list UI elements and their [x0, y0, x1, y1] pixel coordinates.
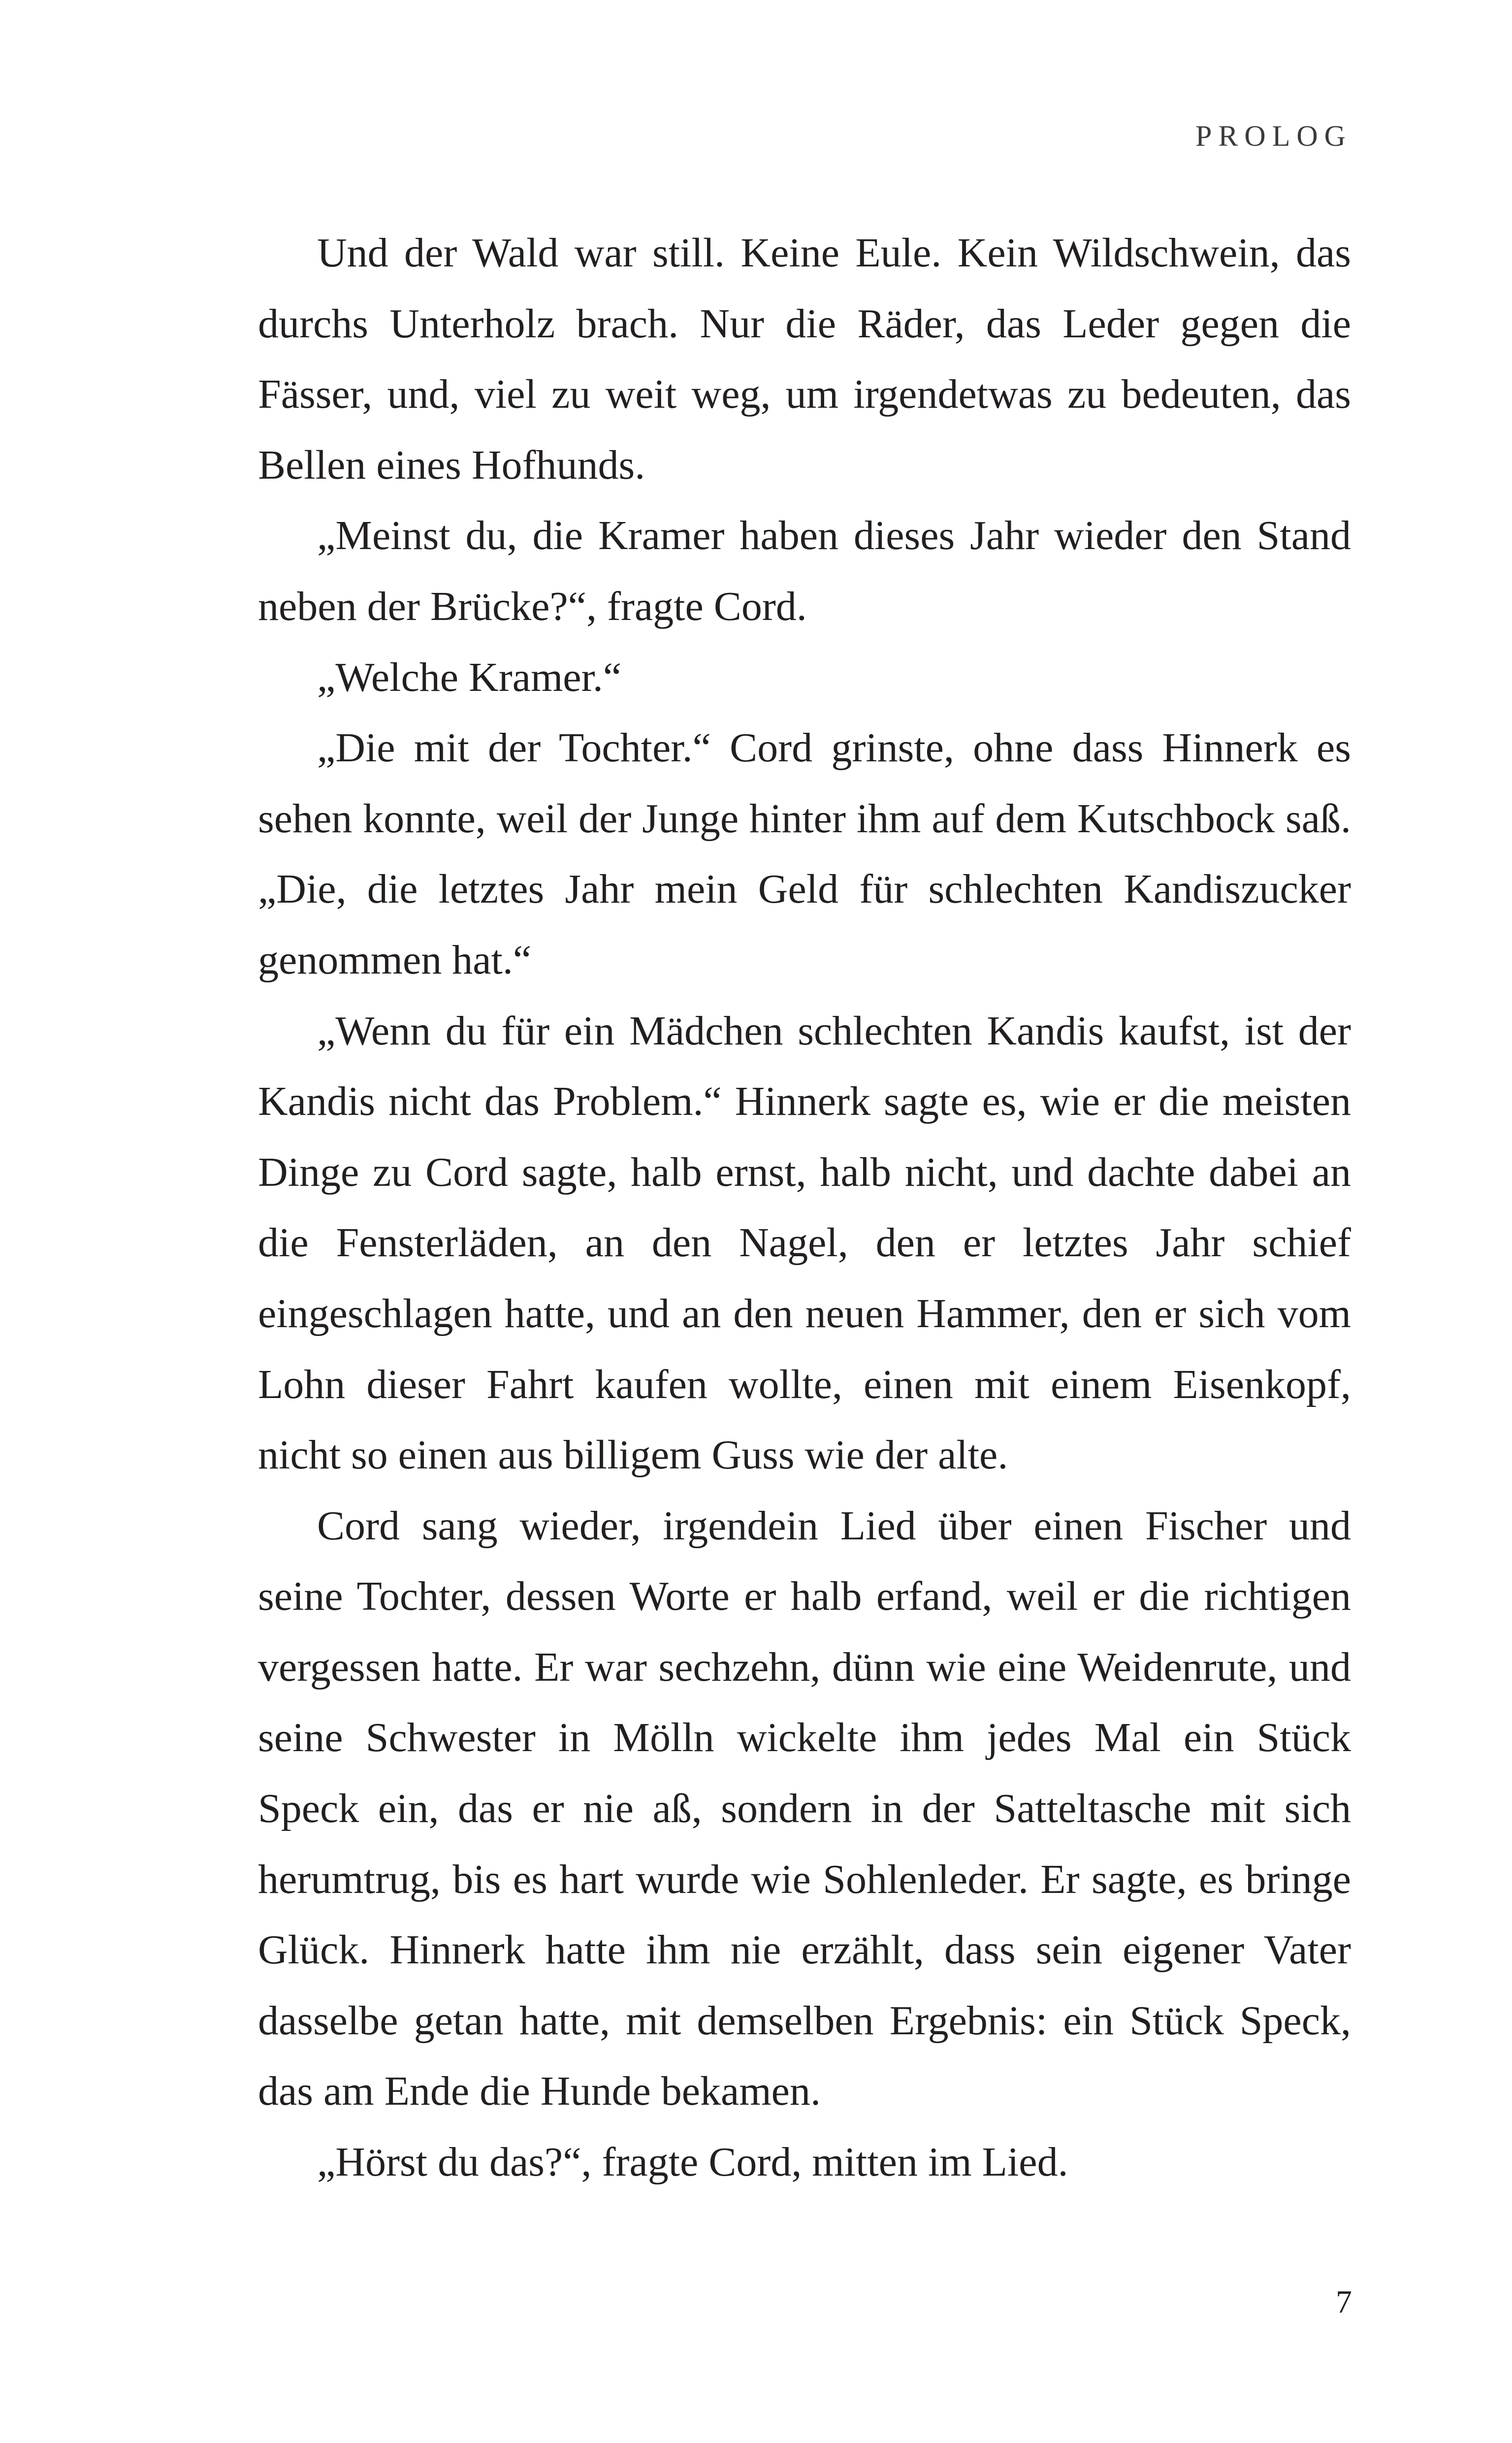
paragraph: Und der Wald war still. Keine Eule. Kein Wildschwein, das durchs Unterholz brach. Nur die Räder, das Leder gegen die Fässer, und, viel zu weit weg, um irgendetwas zu bedeuten, das Bellen eines Hofhunds.	[258, 230, 1351, 488]
page-number: 7	[1336, 2284, 1352, 2320]
paragraph: „Welche Kramer.“	[317, 654, 622, 700]
paragraph: „Hörst du das?“, fragte Cord, mitten im Lied.	[317, 2139, 1068, 2185]
body-text	[258, 218, 1351, 2198]
paragraph: „Meinst du, die Kramer haben dieses Jahr wieder den Stand neben der Brücke?“, fragte Cord.	[258, 513, 1351, 629]
running-head: PROLOG	[1195, 120, 1352, 152]
paragraph: „Die mit der Tochter.“ Cord grinste, ohne dass Hinnerk es sehen konnte, weil der Junge hinter ihm auf dem Kutschbock saß. „Die, die letztes Jahr mein Geld für schlechten Kandiszucker genommen hat.“	[258, 725, 1351, 983]
paragraph: „Wenn du für ein Mädchen schlechten Kandis kaufst, ist der Kandis nicht das Problem.“ Hinnerk sagte es, wie er die meisten Dinge zu Cord sagte, halb ernst, halb nicht, und dachte dabei an die Fensterläden, an den Nagel, den er letztes Jahr schief eingeschlagen hatte, und an den neuen Hammer, den er sich vom Lohn dieser Fahrt kaufen wollte, einen mit einem Eisenkopf, nicht so einen aus billigem Guss wie der alte.	[258, 1008, 1351, 1478]
paragraph: Cord sang wieder, irgendein Lied über einen Fischer und seine Tochter, dessen Worte er halb erfand, weil er die richtigen vergessen hatte. Er war sechzehn, dünn wie eine Weidenrute, und seine Schwester in Mölln wickelte ihm jedes Mal ein Stück Speck ein, das er nie aß, sondern in der Satteltasche mit sich herumtrug, bis es hart wurde wie Sohlenleder. Er sagte, es bringe Glück. Hinnerk hatte ihm nie erzählt, dass sein eigener Vater dasselbe getan hatte, mit demselben Ergebnis: ein Stück Speck, das am Ende die Hunde bekamen.	[258, 1502, 1351, 2115]
